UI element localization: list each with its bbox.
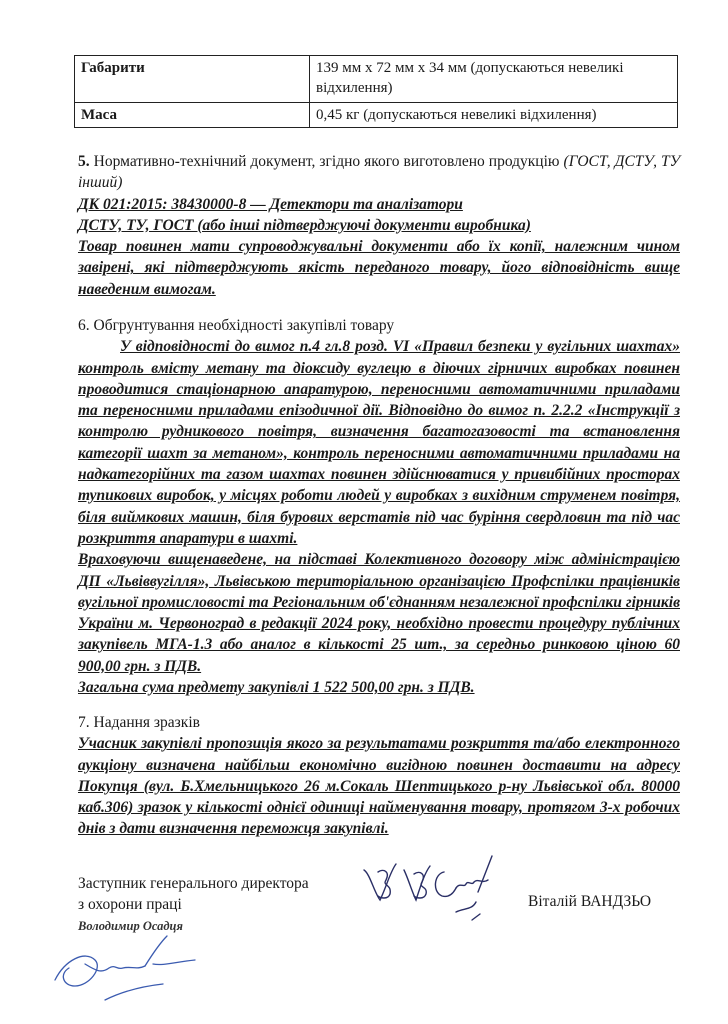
standards-line: ДСТУ, ТУ, ГОСТ (або інші підтверджуючі документи виробника): [78, 216, 531, 234]
section-6-body: [78, 336, 680, 698]
procurement-paragraph: Враховуючи вищенаведене, на підставі Колективного договору між адміністрацією ДП «Львіввугілля», Львівською територіальною організацією Профспілки працівників вугільної промисловості та Регіональним об'єднанням незалежної профспілки гірників України м. Червоноград в редакції 2024 року, необхідно провести процедуру публічних закупівель МГА-1.3 або аналог в кількості 25 шт., за середньо ринковою ціною 60 900,00 грн. з ПДВ.: [78, 551, 680, 675]
samples-paragraph: Учасник закупівлі пропозиція якого за результатами розкриття та/або електронного аукціону визначена найбільш економічно вигідною повинен доставити на адресу Покупця (вул. Б.Хмельницького 26 м.Сокаль Шептицького р-ну Львівської обл. 80000 каб.306) зразок у кількості однієї одиниці найменування товару, протягом 3-х робочих днів з дати визначення переможця закупівлі.: [78, 735, 680, 838]
section-5: [78, 151, 680, 300]
documents-requirement: Товар повинен мати супроводжувальні документи або їх копії, належним чином завірені, які підтверджують якість переданого товару, його відповідність вище наведеним вимогам.: [78, 238, 680, 298]
section-7-heading: 7. Надання зразків: [78, 714, 200, 731]
classifier-code: ДК 021:2015: 38430000-8 — Детектори та аналізатори: [78, 195, 463, 213]
spec-value: 0,45 кг (допускаються невеликі відхилення): [310, 103, 678, 128]
signatory-position: Заступник генерального директора з охорони праці: [78, 875, 309, 913]
table-row: [75, 56, 678, 103]
section-7-body: [78, 733, 680, 839]
spec-value: 139 мм х 72 мм х 34 мм (допускаються невеликі відхилення): [310, 56, 678, 103]
approver-name: Володимир Осадця: [78, 919, 183, 933]
section-6: [78, 315, 680, 698]
spec-key: Маса: [75, 103, 310, 128]
section-5-body: [78, 194, 680, 300]
section-7: [78, 712, 680, 840]
signatory-name: Віталій ВАНДЗЬО: [528, 893, 652, 910]
table-row: [75, 103, 678, 128]
approver-signature-icon: [45, 930, 205, 1010]
handwritten-signature-icon: [360, 852, 510, 932]
section-5-heading: 5. Нормативно-технічний документ, згідно якого виготовлено продукцію (ГОСТ, ДСТУ, ТУ інший): [78, 153, 681, 192]
spec-key: Габарити: [75, 56, 310, 103]
justification-paragraph: У відповідності до вимог п.4 гл.8 розд. VI «Правил безпеки у вугільних шахтах» контроль вмісту метану та діоксиду вуглецю в діючих гірничих виробках повинен проводитися стаціонарною апаратурою, переносними автоматичними приладами та переносними приладами епізодичної дії. Відповідно до вимог п. 2.2.2 «Інструкції з контролю рудникового повітря, визначення багатогазовості та встановлення категорії шахт за метаном», контроль переносними автоматичними приладами на надкатегорійних та газом шахтах повинен здійснюватися у привибійних просторах тупикових виробок, у місцях роботи людей у виробках з вихідним струменем повітря, біля виймкових машин, біля бурових верстатів під час буріння свердловин та під час розкриття апаратури в шахті.: [78, 338, 680, 547]
total-sum: Загальна сума предмету закупівлі 1 522 500,00 грн. з ПДВ.: [78, 679, 475, 697]
spec-table: [74, 55, 678, 128]
section-6-heading: 6. Обгрунтування необхідності закупівлі товару: [78, 317, 395, 334]
